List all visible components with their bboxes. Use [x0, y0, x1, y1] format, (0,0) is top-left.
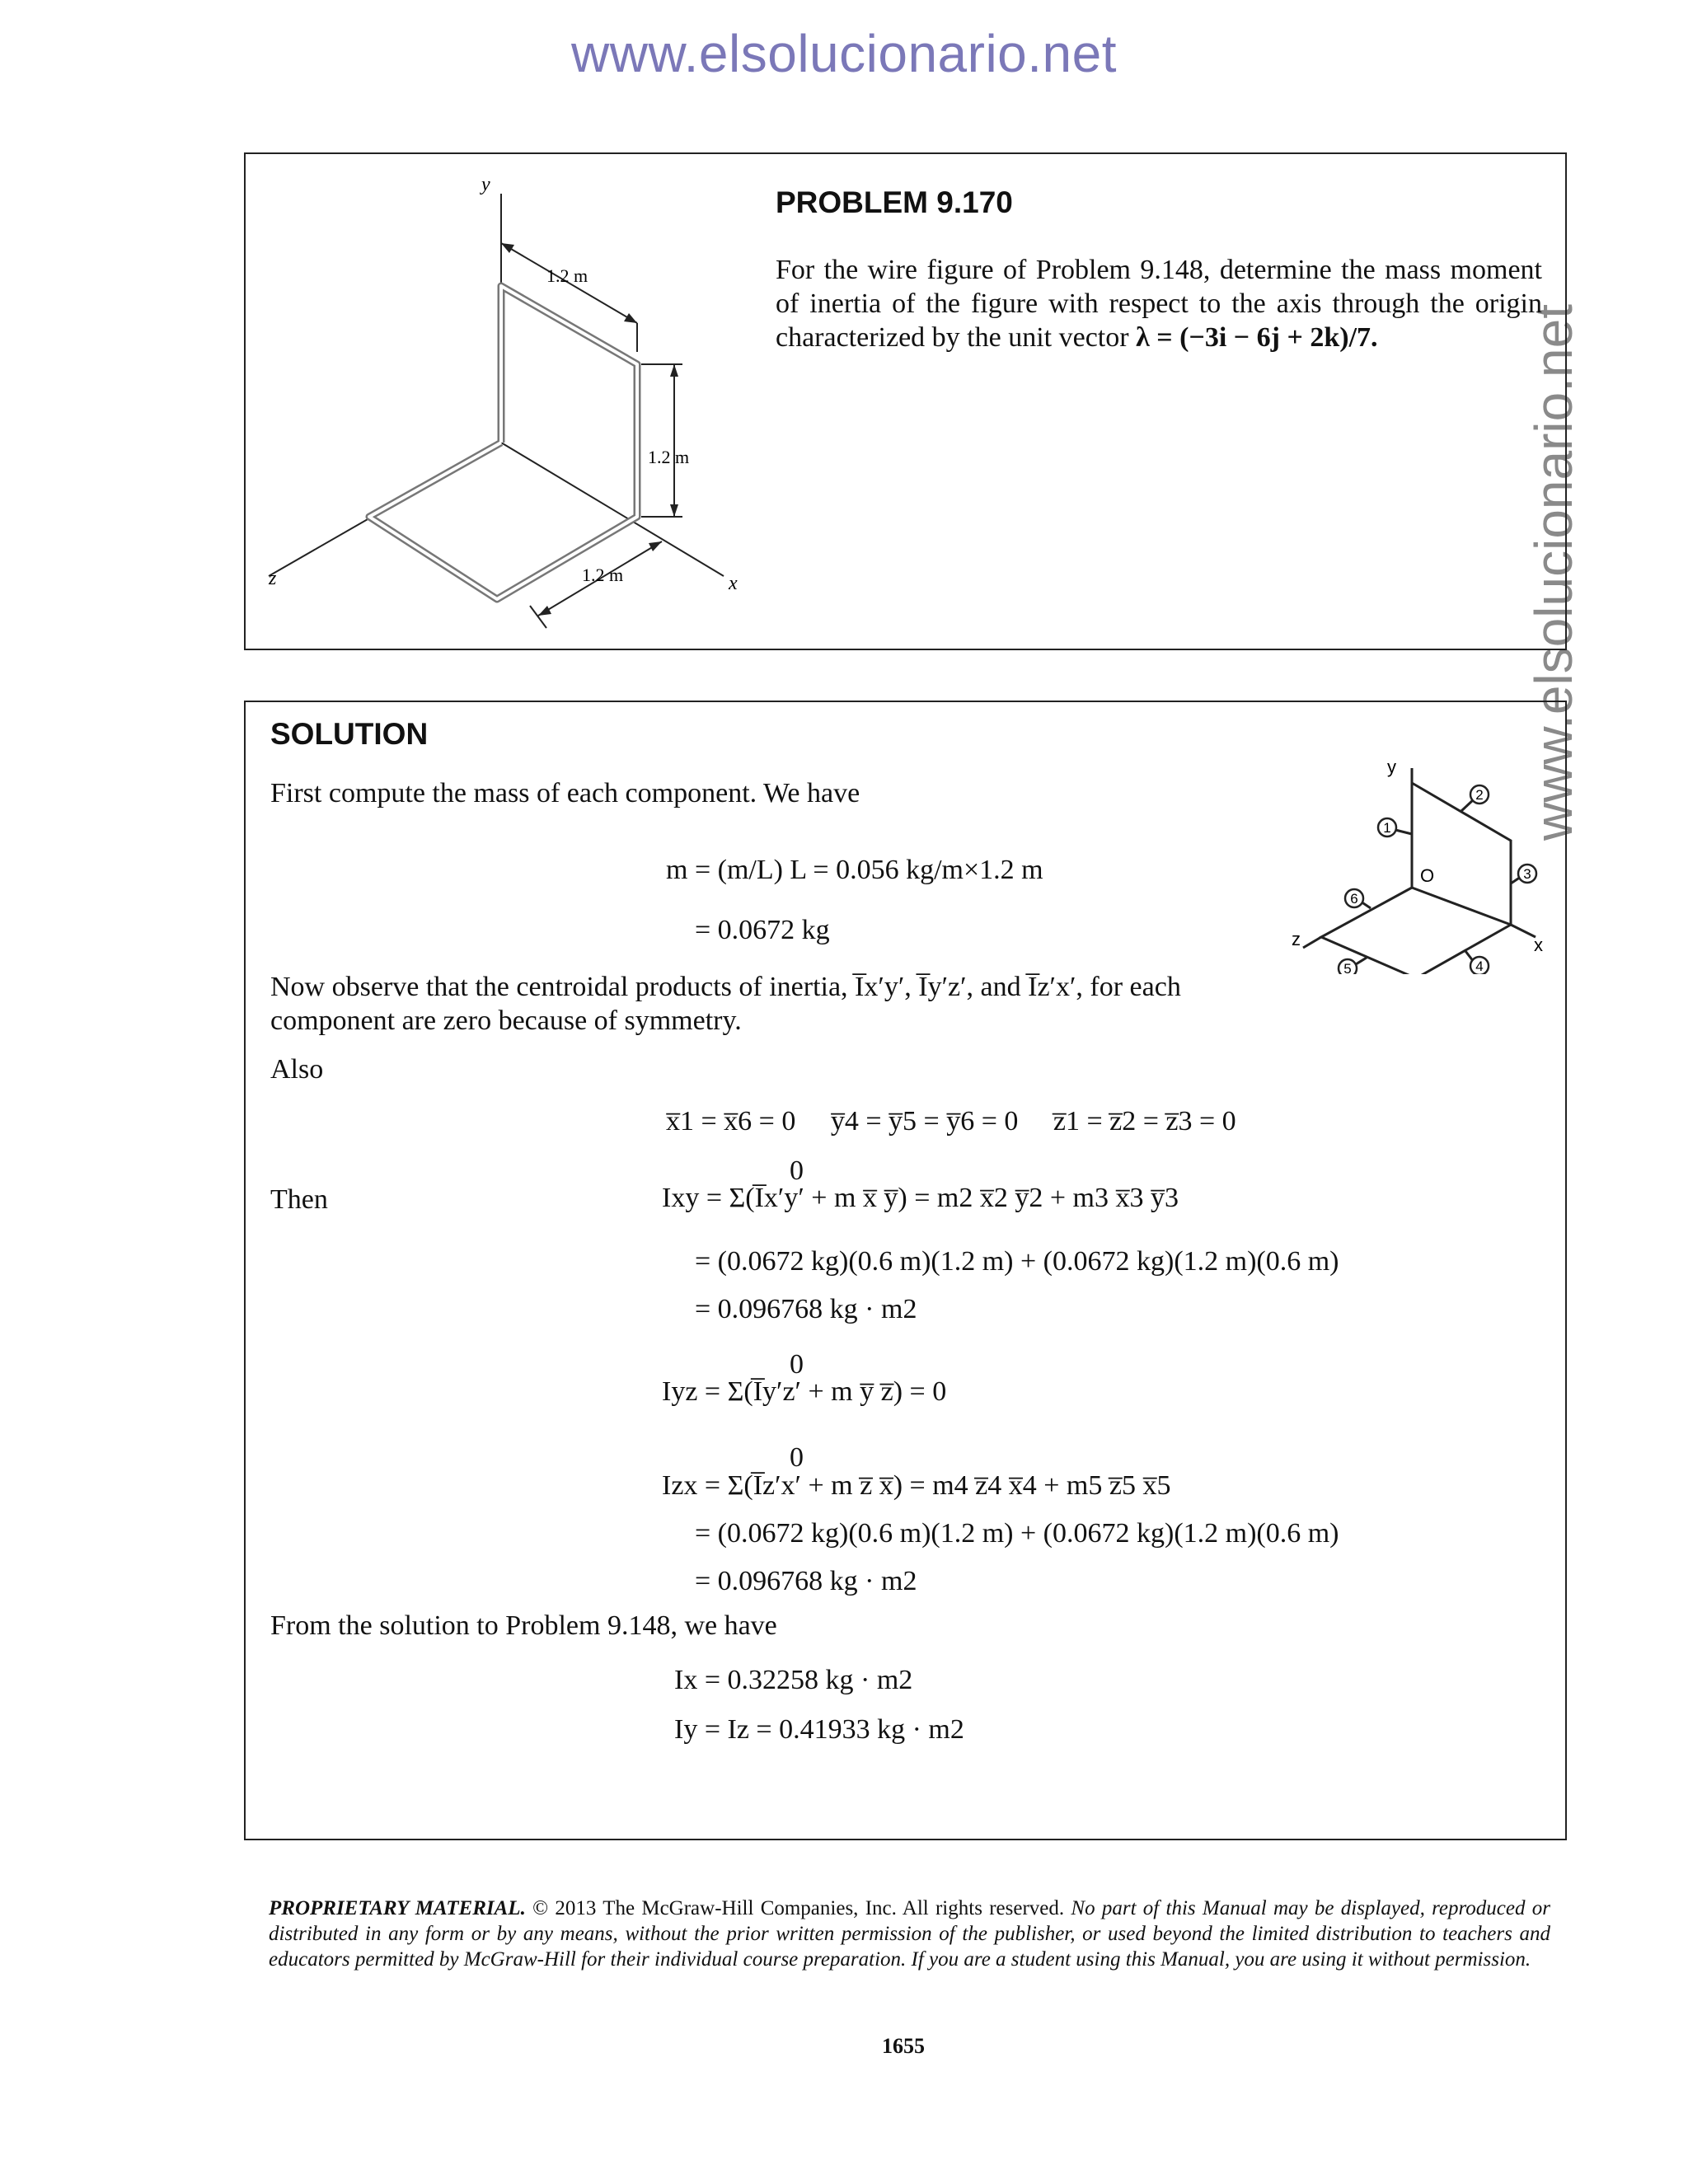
zero-mark-izx: 0	[790, 1442, 804, 1473]
watermark-side: www.elsolucionario.net	[1524, 304, 1583, 841]
comp-3-label: 3	[1523, 866, 1531, 882]
problem-box	[244, 152, 1567, 650]
watermark-top: www.elsolucionario.net	[571, 24, 1117, 83]
comp-1-label: 1	[1383, 820, 1391, 836]
zero-coordinates: x̅1 = x̅6 = 0 y̅4 = y̅5 = y̅6 = 0 z̅1 = z̅2 = z̅3 = 0	[666, 1106, 1236, 1137]
from-note: From the solution to Problem 9.148, we have	[270, 1610, 777, 1641]
fig-dim-top: 1.2 m	[546, 265, 588, 286]
problem-text: For the wire figure of Problem 9.148, determine the mass moment of inertia of the figure with respect to the axis through the origin characterized by the unit vector	[776, 255, 1542, 353]
fig-axis-z: z	[269, 568, 277, 589]
footer-lead: PROPRIETARY MATERIAL.	[269, 1897, 526, 1919]
ix-value: Ix = 0.32258 kg · m2	[674, 1665, 913, 1695]
problem-statement	[776, 253, 1542, 354]
symmetry-note: Now observe that the centroidal products of inertia, I̅x′y′, I̅y′z′, and I̅z′x′, for each component are zero because of symmetry.	[270, 972, 1181, 1036]
footer-rights: © 2013 The McGraw-Hill Companies, Inc. All rights reserved.	[532, 1897, 1065, 1919]
fig-dim-right: 1.2 m	[648, 447, 690, 467]
solution-title: SOLUTION	[270, 717, 429, 751]
zero-mark-ixy: 0	[790, 1155, 804, 1186]
comp-5-label: 5	[1343, 961, 1352, 974]
component-sketch	[1288, 760, 1552, 974]
sketch-origin: O	[1420, 865, 1435, 886]
sketch-axis-z: z	[1292, 929, 1301, 949]
ixy-equation: Ixy = Σ(I̅x′y′ + m x̅ y̅) = m2 x̅2 y̅2 + m3 x̅3 y̅3	[662, 1183, 1179, 1213]
solution-box	[244, 701, 1567, 1840]
footer-notice: No part of this Manual may be displayed, reproduced or distributed in any form or by any means, without the prior written permission of the publisher, or used beyond the limited distribution to teachers and educators permitted by McGraw-Hill for their individual course preparation. If you are a student using this Manual, you are using it without permission.	[269, 1897, 1550, 1971]
izx-numeric: = (0.0672 kg)(0.6 m)(1.2 m) + (0.0672 kg)(1.2 m)(0.6 m)	[695, 1518, 1339, 1549]
iyz-equation: Iyz = Σ(I̅y′z′ + m y̅ z̅) = 0	[662, 1376, 947, 1407]
sketch-axis-x: x	[1534, 935, 1543, 955]
fig-axis-y: y	[481, 174, 490, 195]
wire-figure	[246, 154, 905, 649]
mass-value: = 0.0672 kg	[695, 915, 830, 945]
izx-equation: Izx = Σ(I̅z′x′ + m z̅ x̅) = m4 z̅4 x̅4 + m5 z̅5 x̅5	[662, 1470, 1171, 1501]
fig-axis-x: x	[729, 573, 738, 594]
fig-dim-bottom: 1.2 m	[582, 565, 624, 585]
also-label: Also	[270, 1054, 324, 1085]
sketch-axis-y: y	[1387, 760, 1396, 777]
then-label: Then	[270, 1184, 328, 1215]
ixy-numeric: = (0.0672 kg)(0.6 m)(1.2 m) + (0.0672 kg)(1.2 m)(0.6 m)	[695, 1246, 1339, 1277]
solution-intro: First compute the mass of each component. We have	[270, 778, 860, 808]
mass-equation: m = (m/L) L = 0.056 kg/m×1.2 m	[666, 855, 1043, 885]
comp-4-label: 4	[1475, 958, 1484, 974]
iy-iz-value: Iy = Iz = 0.41933 kg · m2	[674, 1714, 964, 1745]
izx-value: = 0.096768 kg · m2	[695, 1566, 917, 1596]
zero-mark-iyz: 0	[790, 1349, 804, 1380]
page-number: 1655	[882, 2034, 925, 2058]
comp-6-label: 6	[1350, 891, 1358, 907]
ixy-value: = 0.096768 kg · m2	[695, 1294, 917, 1324]
copyright-footer	[269, 1896, 1550, 1972]
comp-2-label: 2	[1475, 787, 1484, 803]
problem-title: PROBLEM 9.170	[776, 185, 1013, 219]
unit-vector: λ = (−3i − 6j + 2k)/7.	[1136, 322, 1378, 353]
